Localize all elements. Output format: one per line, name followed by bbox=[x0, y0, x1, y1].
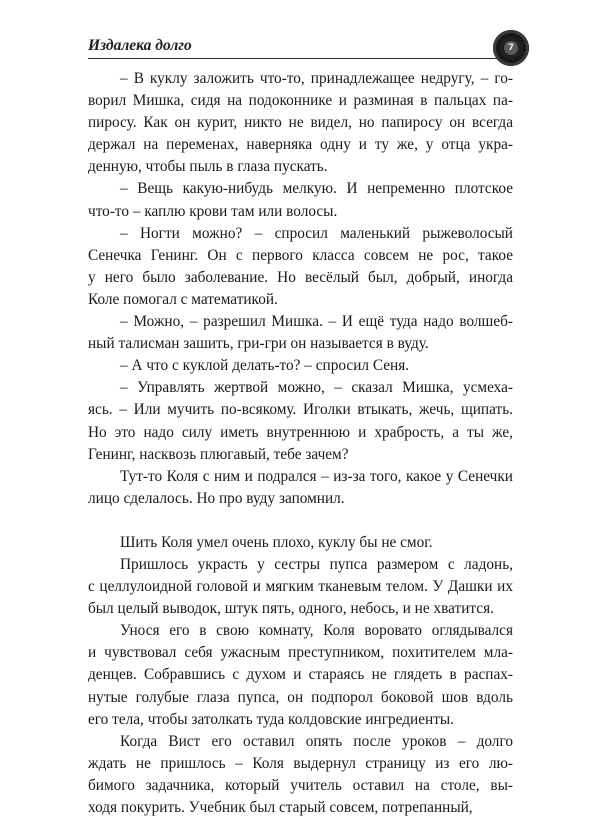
page-number-disc bbox=[493, 30, 529, 66]
text-line: нутые голубые глаза пупса, он подпорол боковой шов вдоль bbox=[88, 688, 513, 706]
paragraph bbox=[88, 68, 513, 178]
text-line: что-то – каплю крови там или волосы. bbox=[88, 202, 338, 220]
header-rule bbox=[88, 58, 503, 59]
paragraph bbox=[88, 355, 513, 377]
page-number: 7 bbox=[504, 41, 518, 55]
text-line: Пришлось украсть у сестры пупса размером с ладонь, bbox=[120, 555, 513, 573]
text-line: – Вещь какую-нибудь мелкую. И непременно плотское bbox=[120, 180, 513, 198]
text-line: Коле помогал с математикой. bbox=[88, 290, 278, 308]
paragraph bbox=[88, 311, 513, 355]
paragraph bbox=[88, 223, 513, 311]
text-line: – Ногти можно? – спросил маленький рыжеволосый bbox=[120, 224, 513, 242]
text-line: – В куклу заложить что-то, принадлежащее недругу, – го- bbox=[120, 70, 513, 87]
text-line: ный талисман зашить, гри-гри он называется в вуду. bbox=[88, 335, 429, 353]
text-line: у него было заболевание. Но весёлый был, добрый, иногда bbox=[88, 268, 513, 286]
text-line: Но это надо силу иметь внутреннюю и храбрость, а ты же, bbox=[88, 423, 513, 441]
text-line: ясь. – Или мучить по-всякому. Иголки втыкать, жечь, щипать. bbox=[88, 401, 513, 419]
text-line: денцев. Собравшись с духом и стараясь не глядеть в распах- bbox=[88, 666, 513, 684]
paragraph bbox=[88, 620, 513, 730]
text-line: Унося его в свою комнату, Коля воровато оглядывался bbox=[120, 622, 513, 640]
paragraph bbox=[88, 466, 513, 510]
text-line: Шить Коля умел очень плохо, куклу бы не смог. bbox=[120, 533, 433, 551]
text-line: Генинг, насквозь плюгавый, тебе зачем? bbox=[88, 445, 349, 463]
text-line: ждать не пришлось – Коля выдернул страницу из его лю- bbox=[88, 754, 513, 772]
body-text bbox=[88, 68, 513, 819]
text-line: ворил Мишка, сидя на подоконнике и разминая в пальцах па- bbox=[88, 92, 513, 110]
text-line: лицо сделалось. Но про вуду запомнил. bbox=[88, 489, 345, 507]
text-line: с целлулоидной головой и мягким тканевым телом. У Дашки их bbox=[88, 578, 513, 596]
text-line: его тела, чтобы затолкать туда колдовские ингредиенты. bbox=[88, 710, 454, 728]
paragraph bbox=[88, 532, 513, 554]
text-line: Сенечка Генинг. Он с первого класса совсем не рос, такое bbox=[88, 246, 513, 264]
text-line: ходя покурить. Учебник был старый совсем, потрепанный, bbox=[88, 799, 473, 816]
section-break bbox=[88, 510, 513, 532]
paragraph bbox=[88, 554, 513, 620]
text-line: Когда Вист его оставил опять после уроков – долго bbox=[120, 732, 513, 750]
text-line: был целый выводок, штук пять, одного, небось, и не хватится. bbox=[88, 600, 494, 618]
text-line: – Управлять жертвой можно, – сказал Мишка, усмеха- bbox=[120, 379, 513, 397]
text-line: денную, чтобы пыль в глаза пускать. bbox=[88, 158, 328, 176]
page-header bbox=[88, 32, 513, 62]
running-title: Издалека долго bbox=[88, 37, 192, 54]
text-line: Тут-то Коля с ним и подрался – из-за того, какое у Сенечки bbox=[120, 467, 513, 485]
text-line: бимого задачника, который учитель оставил на столе, вы- bbox=[88, 776, 513, 794]
paragraph bbox=[88, 731, 513, 819]
paragraph bbox=[88, 377, 513, 465]
text-line: и чувствовал себя ужасным преступником, похитителем мла- bbox=[88, 644, 513, 662]
text-line: – А что с куклой делать-то? – спросил Сеня. bbox=[120, 357, 410, 375]
text-line: пиросу. Как он курит, никто не видел, но папиросу он всегда bbox=[88, 114, 513, 132]
text-line: – Можно, – разрешил Мишка. – И ещё туда надо волшеб- bbox=[120, 313, 513, 331]
text-line: держал на переменах, наверняка одну и ту же, у отца укра- bbox=[88, 136, 513, 154]
paragraph bbox=[88, 178, 513, 222]
